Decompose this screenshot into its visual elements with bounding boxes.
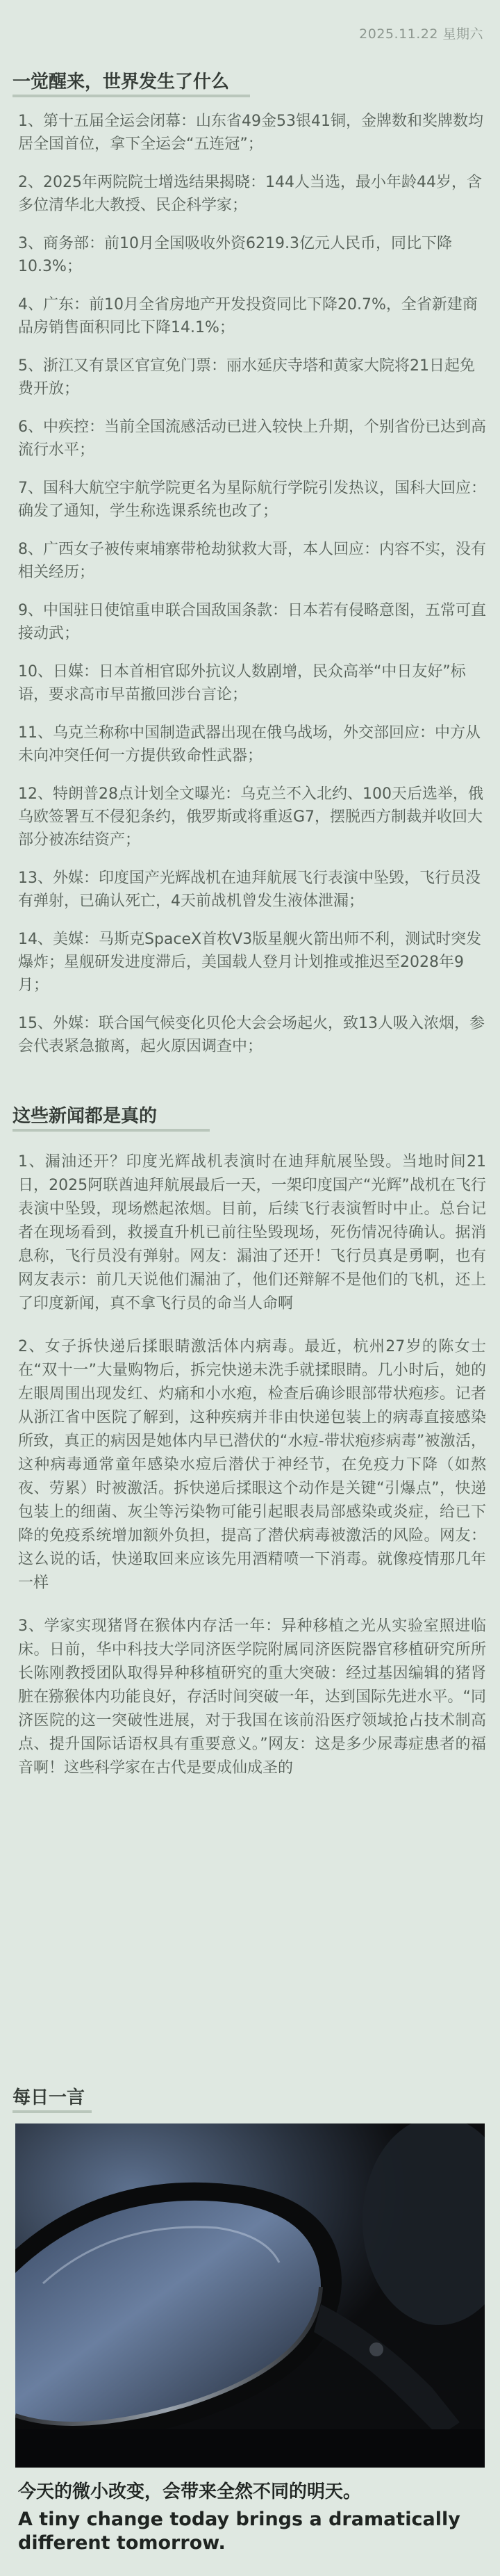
section-title-world-news: 一觉醒来，世界发生了什么 bbox=[12, 72, 230, 92]
title-underline bbox=[12, 95, 250, 97]
title-underline bbox=[12, 2110, 92, 2113]
news-item: 6、中疾控：当前全国流感活动已进入较快上升期，个别省份已达到高流行水平； bbox=[18, 418, 486, 459]
quote-chinese: 今天的微小改变，会带来全然不同的明天。 bbox=[18, 2481, 362, 2502]
true-news-list bbox=[18, 1150, 486, 1800]
news-item: 7、国科大航空宇航学院更名为星际航行学院引发热议，国科大回应：确发了通知，学生称选课系统也改了； bbox=[18, 480, 486, 520]
news-item: 9、中国驻日使馆重申联合国敌国条款：日本若有侵略意图，五常可直接动武； bbox=[18, 602, 486, 642]
title-underline bbox=[12, 1129, 210, 1132]
motorcycle-mirror-image bbox=[15, 2123, 485, 2468]
news-item: 15、外媒：联合国气候变化贝伦大会会场起火，致13人吸入浓烟，参会代表紧急撤离，起火原因调查中； bbox=[18, 1015, 485, 1055]
true-news-item: 3、学家实现猪肾在猴体内存活一年：异种移植之光从实验室照进临床。日前，华中科技大学同济医学院附属同济医院器官移植研究所所长陈刚教授团队取得异种移植研究的重大突破：经过基因编辑的猪肾脏在猕猴体内功能良好，存活时间突破一年，达到国际先进水平。“同济医院的这一突破性进展，对于我国在该前沿医疗领域抢占技术制高点、提升国际话语权具有重要意义。”网友：这是多少尿毒症患者的福音啊！这些科学家在古代是要成仙成圣的 bbox=[18, 1617, 486, 1777]
news-item: 4、广东：前10月全省房地产开发投资同比下降20.7%，全省新建商品房销售面积同比下降14.1%； bbox=[18, 296, 478, 336]
news-item: 11、乌克兰称称中国制造武器出现在俄乌战场，外交部回应：中方从未向冲突任何一方提供致命性武器； bbox=[18, 724, 481, 765]
news-item: 5、浙江又有景区官宣免门票：丽水延庆寺塔和黄家大院将21日起免费开放； bbox=[18, 357, 475, 398]
news-item: 8、广西女子被传柬埔寨带枪劫狱救大哥，本人回应：内容不实，没有相关经历； bbox=[18, 541, 486, 581]
section-title-daily-quote: 每日一言 bbox=[12, 2087, 85, 2108]
true-news-item: 2、女子拆快递后揉眼睛激活体内病毒。最近，杭州27岁的陈女士在“双十一”大量购物后，拆完快递未洗手就揉眼睛。几小时后，她的左眼周围出现发红、灼痛和小水疱，检查后确诊眼部带状疱疹。记者从浙江省中医院了解到，这种疾病并非由快递包装上的病毒直接感染所致，真正的病因是她体内早已潜伏的“水痘-带状疱疹病毒”被激活，这种病毒通常童年感染水痘后潜伏于神经节，在免疫力下降（如熬夜、劳累）时被激活。拆快递后揉眼这个动作是关键“引爆点”，快递包装上的细菌、灰尘等污染物可能引起眼表局部感染或炎症，给已下降的免疫系统增加额外负担，提高了潜伏病毒被激活的风险。网友：这么说的话，快递取回来应该先用酒精喷一下消毒。就像疫情那几年一样 bbox=[18, 1338, 486, 1592]
news-item: 1、第十五届全运会闭幕：山东省49金53银41铜，金牌数和奖牌数均居全国首位，拿下全运会“五连冠”； bbox=[18, 113, 483, 153]
quote-english: A tiny change today brings a dramatically different tomorrow. bbox=[18, 2509, 460, 2554]
true-news-item: 1、漏油还开？印度光辉战机表演时在迪拜航展坠毁。当地时间21日，2025阿联酋迪拜航展最后一天，一架印度国产“光辉”战机在飞行表演中坠毁，现场燃起浓烟。目前，后续飞行表演暂时中止。总台记者在现场看到，救援直升机已前往坠毁现场，死伤情况待确认。据消息称，飞行员没有弹射。网友：漏油了还开！飞行员真是勇啊，也有网友表示：前几天说他们漏油了，他们还辩解不是他们的飞机，还上了印度新闻，真不拿飞行员的命当人命啊 bbox=[18, 1153, 486, 1312]
news-item: 10、日媒：日本首相官邸外抗议人数剧增，民众高举“中日友好”标语，要求高市早苗撤回涉台言论； bbox=[18, 663, 466, 703]
section-title-true-news: 这些新闻都是真的 bbox=[12, 1106, 158, 1127]
news-item: 14、美媒：马斯克SpaceX首枚V3版星舰火箭出师不利，测试时突发爆炸；星舰研发进度滞后，美国载人登月计划推或推迟至2028年9月； bbox=[18, 931, 482, 994]
date-label: 2025.11.22 星期六 bbox=[359, 26, 483, 42]
quote-photo bbox=[15, 2123, 485, 2468]
news-item: 13、外媒：印度国产光辉战机在迪拜航展飞行表演中坠毁，飞行员没有弹射，已确认死亡，4天前战机曾发生液体泄漏； bbox=[18, 870, 481, 910]
world-news-list bbox=[18, 110, 486, 1073]
news-item: 2、2025年两院院士增选结果揭晓：144人当选，最小年龄44岁，含多位清华北大教授、民企科学家； bbox=[18, 174, 482, 214]
news-item: 12、特朗普28点计划全文曝光：乌克兰不入北约、100天后选举，俄乌欧签署互不侵犯条约，俄罗斯或将重返G7，摆脱西方制裁并收回大部分被冻结资产； bbox=[18, 785, 483, 849]
news-item: 3、商务部：前10月全国吸收外资6219.3亿元人民币，同比下降10.3%； bbox=[18, 235, 452, 275]
